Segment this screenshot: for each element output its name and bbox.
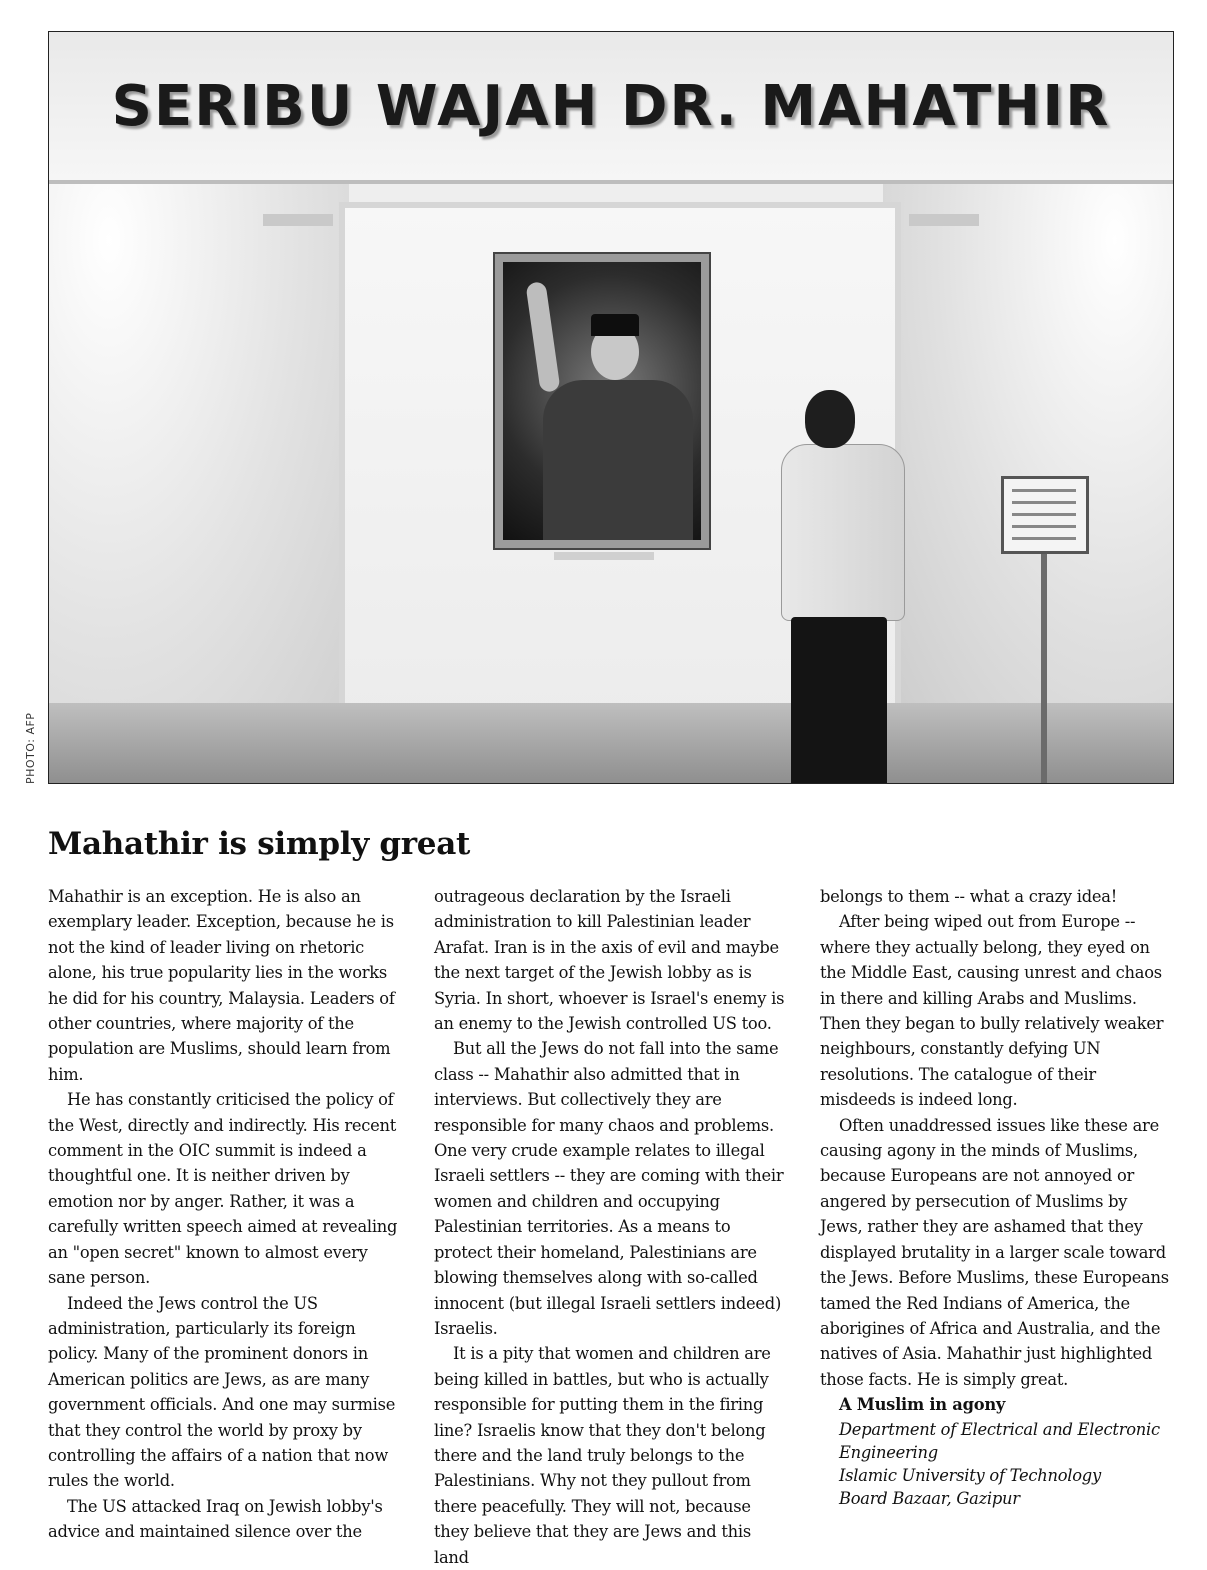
paragraph: belongs to them -- what a crazy idea! <box>820 887 1118 906</box>
paragraph: The US attacked Iraq on Jewish lobby's advice and maintained silence over the <box>48 1496 383 1542</box>
photo-credit: PHOTO: AFP <box>24 712 37 784</box>
signature-line: Board Bazaar, Gazipur <box>839 1488 1020 1508</box>
exhibit-sign-text: SERIBU WAJAH DR. MAHATHIR <box>111 73 1111 139</box>
signature-name: A Muslim in agony <box>839 1395 1006 1415</box>
photo-floor <box>49 703 1173 783</box>
photo-wall-lamp-left <box>263 214 333 226</box>
exhibit-sign <box>49 32 1173 184</box>
paragraph: Mahathir is an exception. He is also an exemplary leader. Exception, because he is not the kind of leader living on rhetoric alone, his true popularity lies in the works he did for his country, Malaysia. Leaders of other countries, where majority of the population are Muslims, should learn from him. <box>48 887 395 1084</box>
paragraph: He has constantly criticised the policy of the West, directly and indirectly. His recent comment in the OIC summit is indeed a thoughtful one. It is neither driven by emotion nor by anger. Rather, it was a carefully written speech aimed at revealing an "open secret" known to almost every sane person. <box>48 1090 398 1288</box>
photo-wall-lamp-right <box>909 214 979 226</box>
signature-line: Engineering <box>839 1442 938 1462</box>
article-body <box>48 884 1174 1567</box>
article-column-3 <box>820 884 1173 1508</box>
signature-line: Islamic University of Technology <box>839 1465 1101 1485</box>
article-photo <box>48 31 1174 784</box>
paragraph: After being wiped out from Europe -- where they actually belong, they eyed on the Middle East, causing unrest and chaos in there and killing Arabs and Muslims. Then they began to bully relatively weaker neighbours, constantly defying UN resolutions. The catalogue of their misdeeds is indeed long. <box>820 912 1164 1110</box>
paragraph: It is a pity that women and children are being killed in battles, but who is actually responsible for putting them in the firing line? Israelis know that they don't belong there and the land truly belongs to the Palestinians. Why not they pullout from there peacefully. They will not, because they believe that they are Jews and this land <box>434 1344 771 1567</box>
portrait-figure-cap <box>591 314 639 336</box>
photo-wall-right <box>883 184 1173 744</box>
visitor-head <box>805 390 855 448</box>
paragraph: Indeed the Jews control the US administration, particularly its foreign policy. Many of the prominent donors in American politics are Jews, as are many government officials. And one may surmise that they control the world by proxy by controlling the affairs of a nation that now rules the world. <box>48 1293 396 1491</box>
article-column-2 <box>434 884 787 1567</box>
visitor-legs <box>791 617 887 784</box>
headline: Mahathir is simply great <box>48 826 471 862</box>
portrait-caption-card <box>554 552 654 560</box>
paragraph: But all the Jews do not fall into the same class -- Mahathir also admitted that in interviews. But collectively they are responsible for many chaos and problems. One very crude example relates to illegal Israeli settlers -- they are coming with their women and children and occupying Palestinian territories. As a means to protect their homeland, Palestinians are blowing themselves along with so-called innocent (but illegal Israeli settlers indeed) Israelis. <box>434 1039 784 1338</box>
info-stand-pole <box>1041 554 1047 784</box>
portrait-figure-body <box>543 380 693 540</box>
portrait-frame <box>495 254 709 548</box>
article-column-1 <box>48 884 401 1542</box>
info-stand-sign <box>1001 476 1089 554</box>
paragraph: outrageous declaration by the Israeli administration to kill Palestinian leader Arafat. Iran is in the axis of evil and maybe the next target of the Jewish lobby as is Syria. In short, whoever is Israel's enemy is an enemy to the Jewish controlled US too. <box>434 887 785 1034</box>
photo-wall-left <box>49 184 349 744</box>
visitor-shirt <box>781 444 905 621</box>
portrait-waving-arm <box>525 281 560 393</box>
signature-line: Department of Electrical and Electronic <box>839 1419 1160 1439</box>
paragraph: Often unaddressed issues like these are causing agony in the minds of Muslims, because Europeans are not annoyed or angered by persecution of Muslims by Jews, rather they are ashamed that they displayed brutality in a larger scale toward the Jews. Before Muslims, these Europeans tamed the Red Indians of America, the aborigines of Africa and Australia, and the natives of Asia. Mahathir just highlighted those facts. He is simply great. <box>820 1115 1169 1389</box>
